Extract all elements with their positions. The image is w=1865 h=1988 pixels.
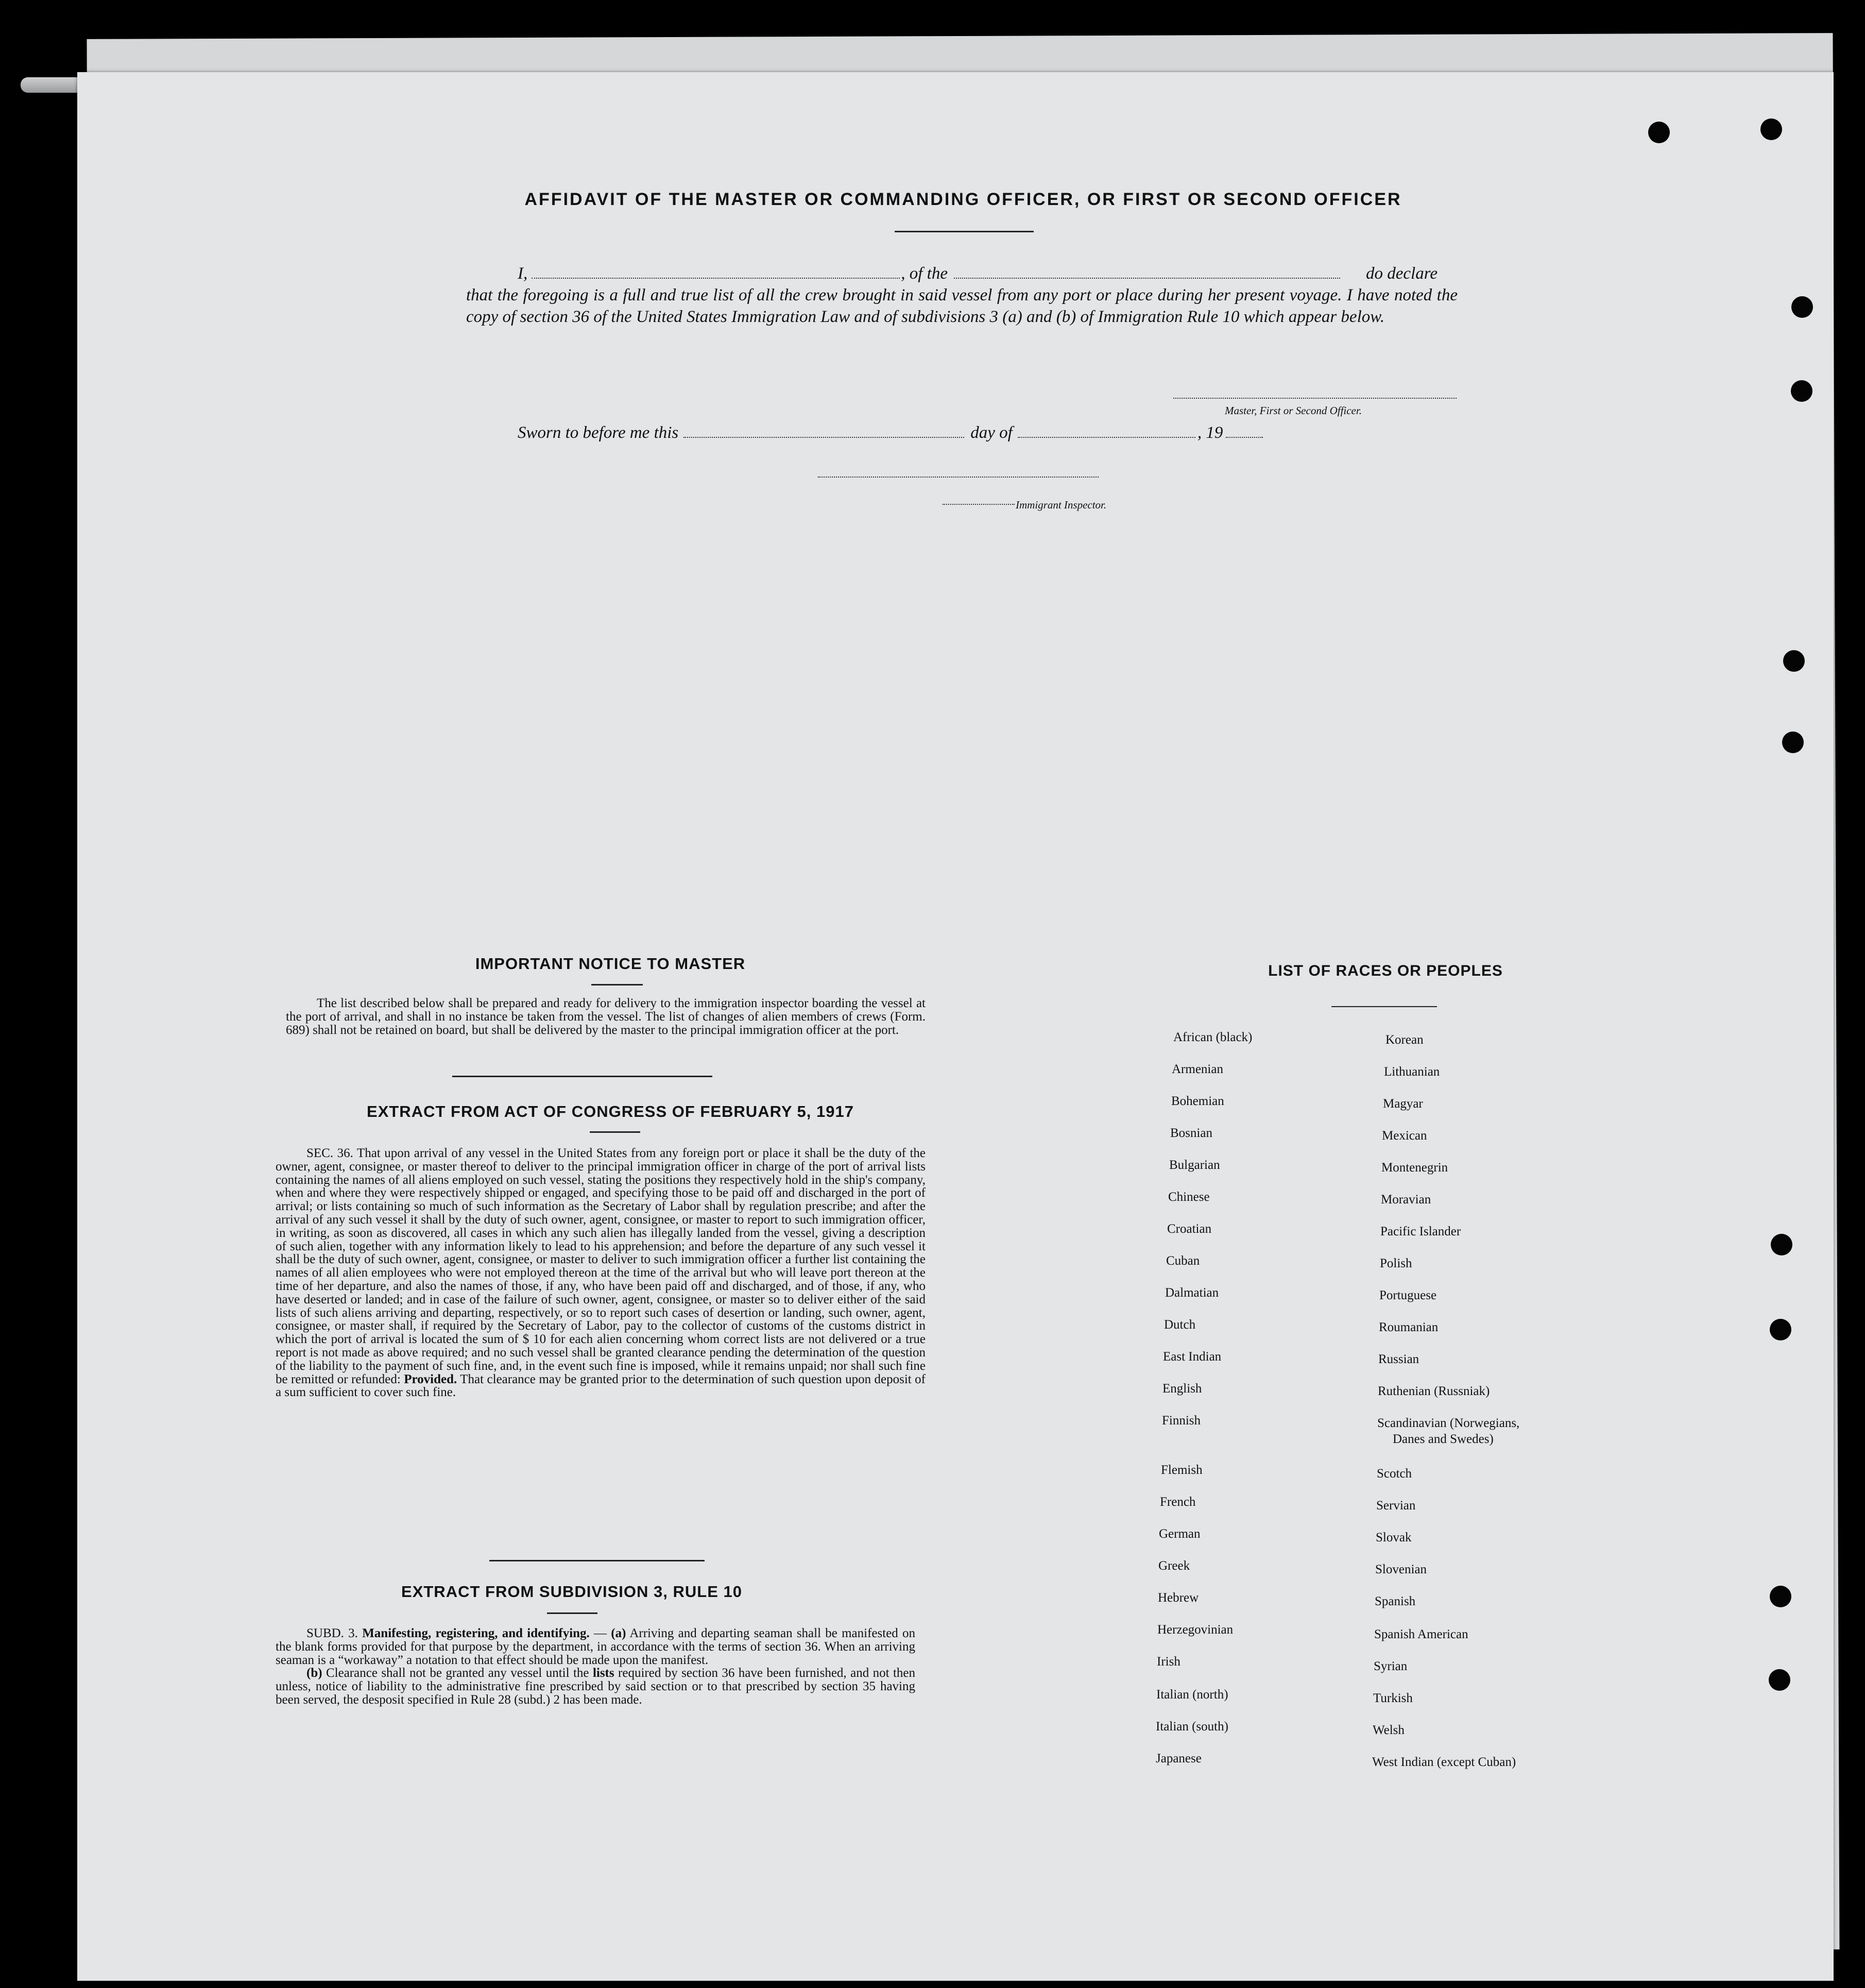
- punch-hole: [1769, 1669, 1790, 1691]
- race-item: Finnish: [1162, 1414, 1201, 1428]
- affidavit-body: that the foregoing is a full and true list of all the crew brought in said vessel from any port or place during her present voyage. I have noted the copy of section 36 of the United States Immigration Law and of subdivisions 3 (a) and (b) of Immigration Rule 10 which appear below.: [466, 286, 1458, 326]
- subdivision-a: SUBD. 3. Manifesting, registering, and identifying. — (a) Arriving and departing seaman shall be manifested on the blank forms provided for that purpose by the department, in accordance with the terms of section 36. When an arriving seaman is a “workaway” a notation to that effect should be made upon the manifest.: [276, 1626, 916, 1667]
- punch-hole: [1783, 650, 1805, 672]
- race-item: Lithuanian: [1384, 1065, 1440, 1079]
- sworn-line: [518, 423, 1263, 443]
- race-item: Pacific Islander: [1380, 1225, 1461, 1238]
- subdivision-title: EXTRACT FROM SUBDIVISION 3, RULE 10: [401, 1583, 742, 1601]
- race-item: Herzegovinian: [1157, 1623, 1234, 1637]
- notice-title-underline: [591, 984, 643, 985]
- race-item: Italian (north): [1156, 1688, 1228, 1702]
- race-item: Ruthenian (Russniak): [1378, 1384, 1490, 1398]
- race-item: Polish: [1380, 1256, 1412, 1270]
- inspector-signature-field[interactable]: [818, 477, 1099, 478]
- punch-hole: [1648, 122, 1670, 143]
- sworn-year: , 19: [1197, 423, 1223, 442]
- subd-b-text-1: Clearance shall not be granted any vessel until the: [326, 1666, 589, 1680]
- races-title: LIST OF RACES OR PEOPLES: [1268, 962, 1503, 979]
- race-item: French: [1160, 1495, 1196, 1509]
- sworn-month-field[interactable]: [1018, 437, 1195, 438]
- race-item: Spanish: [1375, 1594, 1416, 1608]
- subd-b-lists: lists: [592, 1666, 614, 1680]
- race-item: Welsh: [1373, 1723, 1405, 1737]
- affidavit-statement: [466, 263, 1458, 328]
- punch-hole: [1791, 380, 1812, 402]
- act-text: [276, 1147, 926, 1399]
- race-item: African (black): [1173, 1030, 1253, 1044]
- race-item: Hebrew: [1158, 1591, 1199, 1605]
- race-item: Russian: [1378, 1352, 1419, 1366]
- races-title-underline: [1331, 1006, 1437, 1007]
- race-item: Spanish American: [1374, 1627, 1468, 1641]
- race-item: Chinese: [1168, 1190, 1210, 1204]
- punch-hole: [1771, 1234, 1792, 1255]
- race-item: Slovak: [1376, 1531, 1412, 1544]
- affidavit-title: AFFIDAVIT OF THE MASTER OR COMMANDING OFFICER, OR FIRST OR SECOND OFFICER: [524, 190, 1402, 209]
- race-item: Magyar: [1383, 1097, 1423, 1111]
- affidavit-of-the: , of the: [901, 264, 948, 283]
- punch-hole: [1791, 296, 1813, 318]
- vessel-name-field[interactable]: [954, 278, 1340, 279]
- subd-a-label: (a): [611, 1626, 626, 1640]
- punch-hole: [1770, 1319, 1791, 1340]
- subdivision-b: [276, 1667, 915, 1706]
- race-item: Irish: [1157, 1655, 1180, 1669]
- race-item: Bosnian: [1170, 1126, 1212, 1140]
- affidavit-declare: do declare: [1365, 264, 1438, 283]
- section-divider: [452, 1076, 712, 1077]
- race-item: Syrian: [1374, 1659, 1408, 1673]
- notice-paragraph: The list described below shall be prepared and ready for delivery to the immigration inspector boarding the vessel at the port of arrival, and shall in no instance be taken from the vessel. The list of changes of alien members of crews (Form. 689) shall not be retained on board, but shall be delivered by the master to the principal immigration officer at the port.: [286, 996, 926, 1037]
- affidavit-i: I,: [518, 264, 528, 283]
- act-body-end: That clearance may be granted prior to the determination of such question upon deposit of a sum sufficient to cover such fine.: [276, 1372, 926, 1400]
- race-item: Dalmatian: [1165, 1286, 1219, 1300]
- subd-b-text-2: required by section 36 have been furnished, and not then unless, notice of liability to the administrative fine prescribed by said section or to that prescribed by section 35 having been served, the desposit specified in Rule 28 (subd.) 2 has been made.: [276, 1666, 916, 1707]
- affidavit-first-line: [466, 263, 1458, 284]
- subdivision-text: [276, 1627, 915, 1707]
- notice-title: IMPORTANT NOTICE TO MASTER: [475, 955, 746, 973]
- subd-a-text: Arriving and departing seaman shall be manifested on the blank forms provided for that purpose by the department, in accordance with the terms of section 36. When an arriving seaman is a “workaway” a notation to that effect should be made upon the manifest.: [276, 1626, 916, 1667]
- race-item: Servian: [1376, 1499, 1416, 1513]
- race-item: Scotch: [1377, 1467, 1412, 1481]
- race-item: West Indian (except Cuban): [1372, 1755, 1516, 1769]
- punch-hole: [1770, 1586, 1791, 1607]
- inspector-caption: Immigrant Inspector.: [1016, 499, 1107, 511]
- race-item: Flemish: [1161, 1463, 1203, 1477]
- subd-heading: Manifesting, registering, and identifying.: [362, 1626, 590, 1640]
- race-item: Portuguese: [1379, 1288, 1437, 1302]
- punch-hole: [1782, 732, 1804, 753]
- race-item: Armenian: [1172, 1062, 1223, 1076]
- race-item: German: [1159, 1527, 1201, 1541]
- race-item: Danes and Swedes): [1393, 1432, 1494, 1446]
- sworn-date-field[interactable]: [683, 437, 964, 438]
- section-divider: [489, 1560, 705, 1561]
- act-title-underline: [590, 1131, 640, 1133]
- subdivision-title-underline: [547, 1612, 597, 1614]
- sworn-year-field[interactable]: [1226, 437, 1263, 438]
- race-item: Montenegrin: [1381, 1161, 1448, 1175]
- act-body: SEC. 36. That upon arrival of any vessel in the United States from any foreign port or place it shall be the duty of the owner, agent, consignee, or master thereof to deliver to the principal immigration officer in charge of the port of arrival lists containing the names of all aliens employed on such vessel, stating the positions they respectively hold in the ship's company, when and where they were respectively shipped or engaged, and specifying those to be paid off and discharged in the port of arrival; or lists containing so much of such information as the Secretary of Labor shall by regulation prescribe; and after the arrival of any such vessel it shall by the duty of such owner, agent, consignee, or master to report to such immigration officer, in writing, as soon as discovered, all cases in which any such alien has illegally landed from the vessel, giving a description of such alien, together with any information likely to lead to his apprehension; and before the departure of any such vessel it shall be the duty of such owner, agent, consignee, or master to deliver to such immigration officer a further list containing the names of all alien employees who were not employed thereon at the time of the arrival but who will leave port thereon at the time of her departure, and also the names of those, if any, who have been paid off and discharged, and of those, if any, who have deserted or landed; and in case of the failure of such owner, agent, consignee, or master so to deliver either of the said lists of such aliens arriving and departing, respectively, or so to report such cases of desertion or landing, such owner, agent, consignee, or master shall, if required by the Secretary of Labor, pay to the collector of customs of the customs district in which the port of arrival is located the sum of $ 10 for each alien concerning whom correct lists are not delivered or a true report is not made as above required; and no such vessel shall be granted clearance pending the determination of the question of the liability to the payment of such fine, and, in the event such fine is imposed, while it remains unpaid; nor shall such fine be remitted or refunded:: [276, 1146, 926, 1386]
- race-item: Bohemian: [1171, 1094, 1224, 1108]
- subd-b-label: (b): [306, 1666, 322, 1680]
- race-item: Italian (south): [1156, 1720, 1228, 1734]
- act-section-36: [276, 1147, 926, 1399]
- inspector-caption-leader: [943, 504, 1015, 505]
- race-item: Cuban: [1166, 1254, 1200, 1268]
- officer-signature-field[interactable]: [1173, 398, 1457, 399]
- subd-label: SUBD. 3.: [306, 1626, 358, 1640]
- race-item: Mexican: [1382, 1129, 1427, 1143]
- race-item: Dutch: [1164, 1318, 1196, 1332]
- race-item: Turkish: [1373, 1691, 1413, 1705]
- officer-signature-caption: Master, First or Second Officer.: [1225, 404, 1362, 417]
- race-item: English: [1162, 1382, 1202, 1396]
- title-underline: [895, 231, 1034, 232]
- race-item: Korean: [1385, 1033, 1424, 1047]
- act-title: EXTRACT FROM ACT OF CONGRESS OF FEBRUARY 5, 1917: [367, 1102, 854, 1120]
- master-name-field[interactable]: [532, 278, 900, 279]
- race-item: East Indian: [1163, 1350, 1222, 1364]
- race-item: Bulgarian: [1169, 1158, 1220, 1172]
- race-item: Roumanian: [1379, 1320, 1439, 1334]
- race-item: Greek: [1158, 1559, 1190, 1573]
- race-item: Moravian: [1381, 1193, 1431, 1207]
- act-provided: Provided.: [404, 1372, 457, 1386]
- sworn-day-of: day of: [970, 423, 1013, 442]
- race-item: Slovenian: [1375, 1562, 1427, 1576]
- race-item: Scandinavian (Norwegians,: [1377, 1416, 1520, 1430]
- race-item: Croatian: [1167, 1222, 1212, 1236]
- punch-hole: [1760, 118, 1782, 140]
- race-item: Japanese: [1156, 1752, 1202, 1765]
- notice-text: [286, 997, 926, 1037]
- sworn-prefix: Sworn to before me this: [518, 423, 679, 442]
